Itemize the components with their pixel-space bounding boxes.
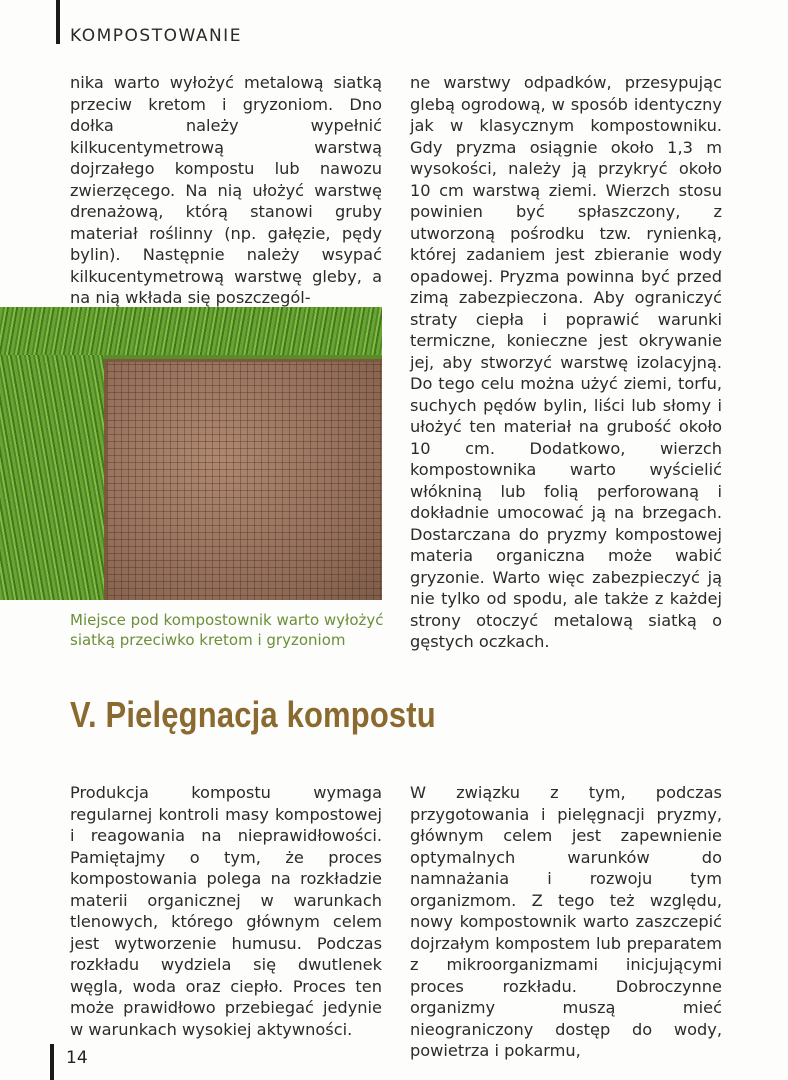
section-heading: V. Pielęgnacja kompostu — [70, 694, 436, 735]
footer-rule — [50, 1044, 54, 1080]
body-text-right-top: ne warstwy odpadków, przesypując glebą ogrodową, w sposób identyczny jak w klasycznym kompostowniku. Gdy pryzma osiągnie około 1,3 m wysokości, należy ją przykryć około 10 cm warstwą ziemi. Wierzch stosu powinien być spłaszczony, z utworzoną pośrodku tzw. rynienką, której zadaniem jest zbieranie wody opadowej. Pryzma powinna być przed zimą zabezpieczona. Aby ograniczyć straty ciepła i poprawić warunki termiczne, konieczne jest okrywanie jej, aby stworzyć warstwę izolacyjną. Do tego celu można użyć ziemi, torfu, suchych pędów bylin, liści lub słomy i ułożyć ten materiał na grubość około 10 cm. Dodatkowo, wierzch kompostownika warto wyścielić włókniną lub folią perforowaną i dokładnie umocować ją na brzegach. Dostarczana do pryzmy kompostowej materia organiczna może wabić gryzonie. Warto więc zabezpieczyć ją nie tylko od spodu, ale także z każdej strony otoczyć metalową siatką o gęstych oczkach. — [410, 73, 722, 651]
wire-mesh-soil — [104, 359, 382, 600]
body-text-left-bottom: Produkcja kompostu wymaga regularnej kontroli masy kompostowej i reagowania na nieprawidłowości. Pamiętajmy o tym, że proces kompostowania polega na rozkładzie materii organicznej w warunkach tlenowych, którego głównym celem jest wytworzenie humusu. Podczas rozkładu wydziela się dwutlenek węgla, woda oraz ciepło. Proces ten może prawidłowo przebiegać jedynie w warunkach wysokiej aktywności. — [70, 783, 382, 1039]
grass-area — [0, 307, 382, 355]
header-rule — [56, 0, 60, 44]
body-text-left-top: nika warto wyłożyć metalową siatką przeciw kretom i gryzoniom. Dno dołka należy wypełnić kilkucentymetrową warstwą dojrzałego kompostu lub nawozu zwierzęcego. Na nią ułożyć warstwę drenażową, którą stanowi gruby materiał roślinny (np. gałęzie, pędy bylin). Następnie należy wsypać kilkucentymetrową warstwę gleby, a na nią wkłada się poszczegól- — [70, 73, 382, 307]
grass-area — [0, 355, 104, 600]
photo-caption: Miejsce pod kompostownik warto wyłożyć siatką przeciwko kretom i gryzoniom — [70, 611, 384, 649]
photo-mesh-on-lawn — [0, 307, 382, 600]
running-header: KOMPOSTOWANIE — [70, 26, 242, 46]
body-text-right-bottom: W związku z tym, podczas przygotowania i pielęgnacji pryzmy, głównym celem jest zapewnienie optymalnych warunków do namnażania i rozwoju tym organizmom. Z tego też względu, nowy kompostownik warto zaszczepić dojrzałym kompostem lub preparatem z mikroorganizmami inicjującymi proces rozkładu. Dobroczynne organizmy muszą mieć nieograniczony dostęp do wody, powietrza i pokarmu, — [410, 783, 722, 1060]
page-number: 14 — [66, 1048, 88, 1068]
